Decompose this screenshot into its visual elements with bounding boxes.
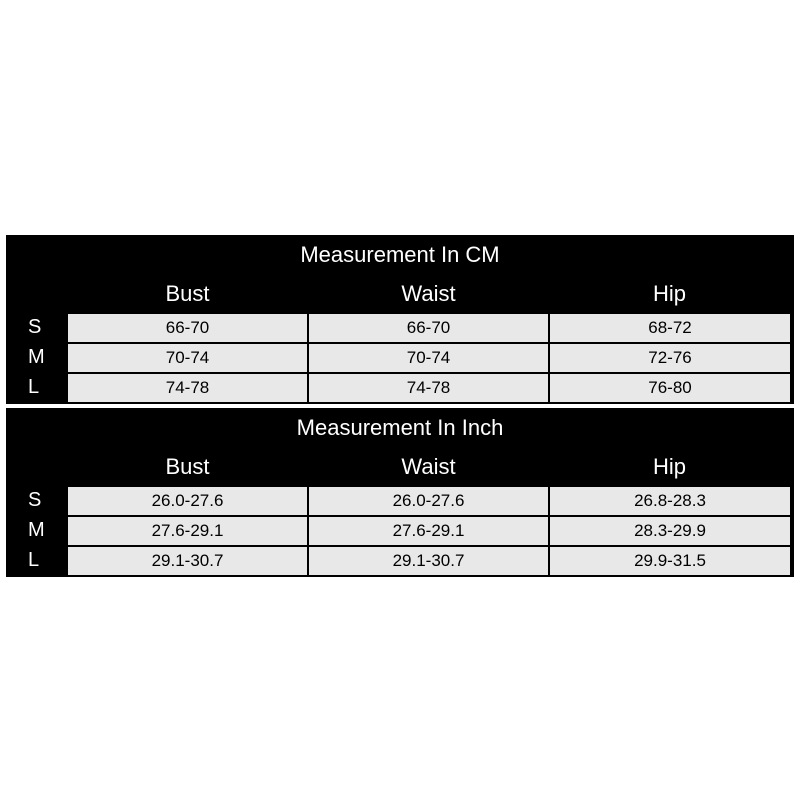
table-title: Measurement In CM xyxy=(300,242,500,267)
waist-cell: 26.0-27.6 xyxy=(308,486,549,516)
bust-cell: 26.0-27.6 xyxy=(67,486,308,516)
table-row xyxy=(6,313,794,343)
hip-cell: 28.3-29.9 xyxy=(549,516,792,546)
column-header-waist: Waist xyxy=(401,454,456,479)
table-title: Measurement In Inch xyxy=(296,415,504,440)
hip-cell: 72-76 xyxy=(549,343,792,373)
table-row xyxy=(6,516,794,546)
size-chart-cm xyxy=(6,235,794,404)
waist-cell: 70-74 xyxy=(308,343,549,373)
waist-cell: 27.6-29.1 xyxy=(308,516,549,546)
waist-cell: 29.1-30.7 xyxy=(308,546,549,576)
size-label: S xyxy=(28,316,42,338)
table-row xyxy=(6,486,794,516)
header-row xyxy=(6,448,794,486)
size-label: L xyxy=(28,376,40,398)
size-label: M xyxy=(28,519,45,541)
size-label: M xyxy=(28,346,45,368)
hip-cell: 29.9-31.5 xyxy=(549,546,792,576)
table-row xyxy=(6,546,794,576)
table-row xyxy=(6,343,794,373)
column-header-hip: Hip xyxy=(652,454,686,479)
bust-cell: 70-74 xyxy=(67,343,308,373)
bust-cell: 29.1-30.7 xyxy=(67,546,308,576)
column-header-bust: Bust xyxy=(165,454,210,479)
header-corner xyxy=(6,275,67,313)
waist-cell: 74-78 xyxy=(308,373,549,403)
table-row xyxy=(6,373,794,403)
bust-cell: 66-70 xyxy=(67,313,308,343)
header-corner xyxy=(6,448,67,486)
bust-cell: 74-78 xyxy=(67,373,308,403)
column-header-waist: Waist xyxy=(401,281,456,306)
hip-cell: 26.8-28.3 xyxy=(549,486,792,516)
header-row xyxy=(6,275,794,313)
size-label: L xyxy=(28,549,40,571)
column-header-bust: Bust xyxy=(165,281,210,306)
hip-cell: 76-80 xyxy=(549,373,792,403)
bust-cell: 27.6-29.1 xyxy=(67,516,308,546)
hip-cell: 68-72 xyxy=(549,313,792,343)
size-label: S xyxy=(28,489,42,511)
column-header-hip: Hip xyxy=(652,281,686,306)
waist-cell: 66-70 xyxy=(308,313,549,343)
size-chart-inch xyxy=(6,408,794,577)
